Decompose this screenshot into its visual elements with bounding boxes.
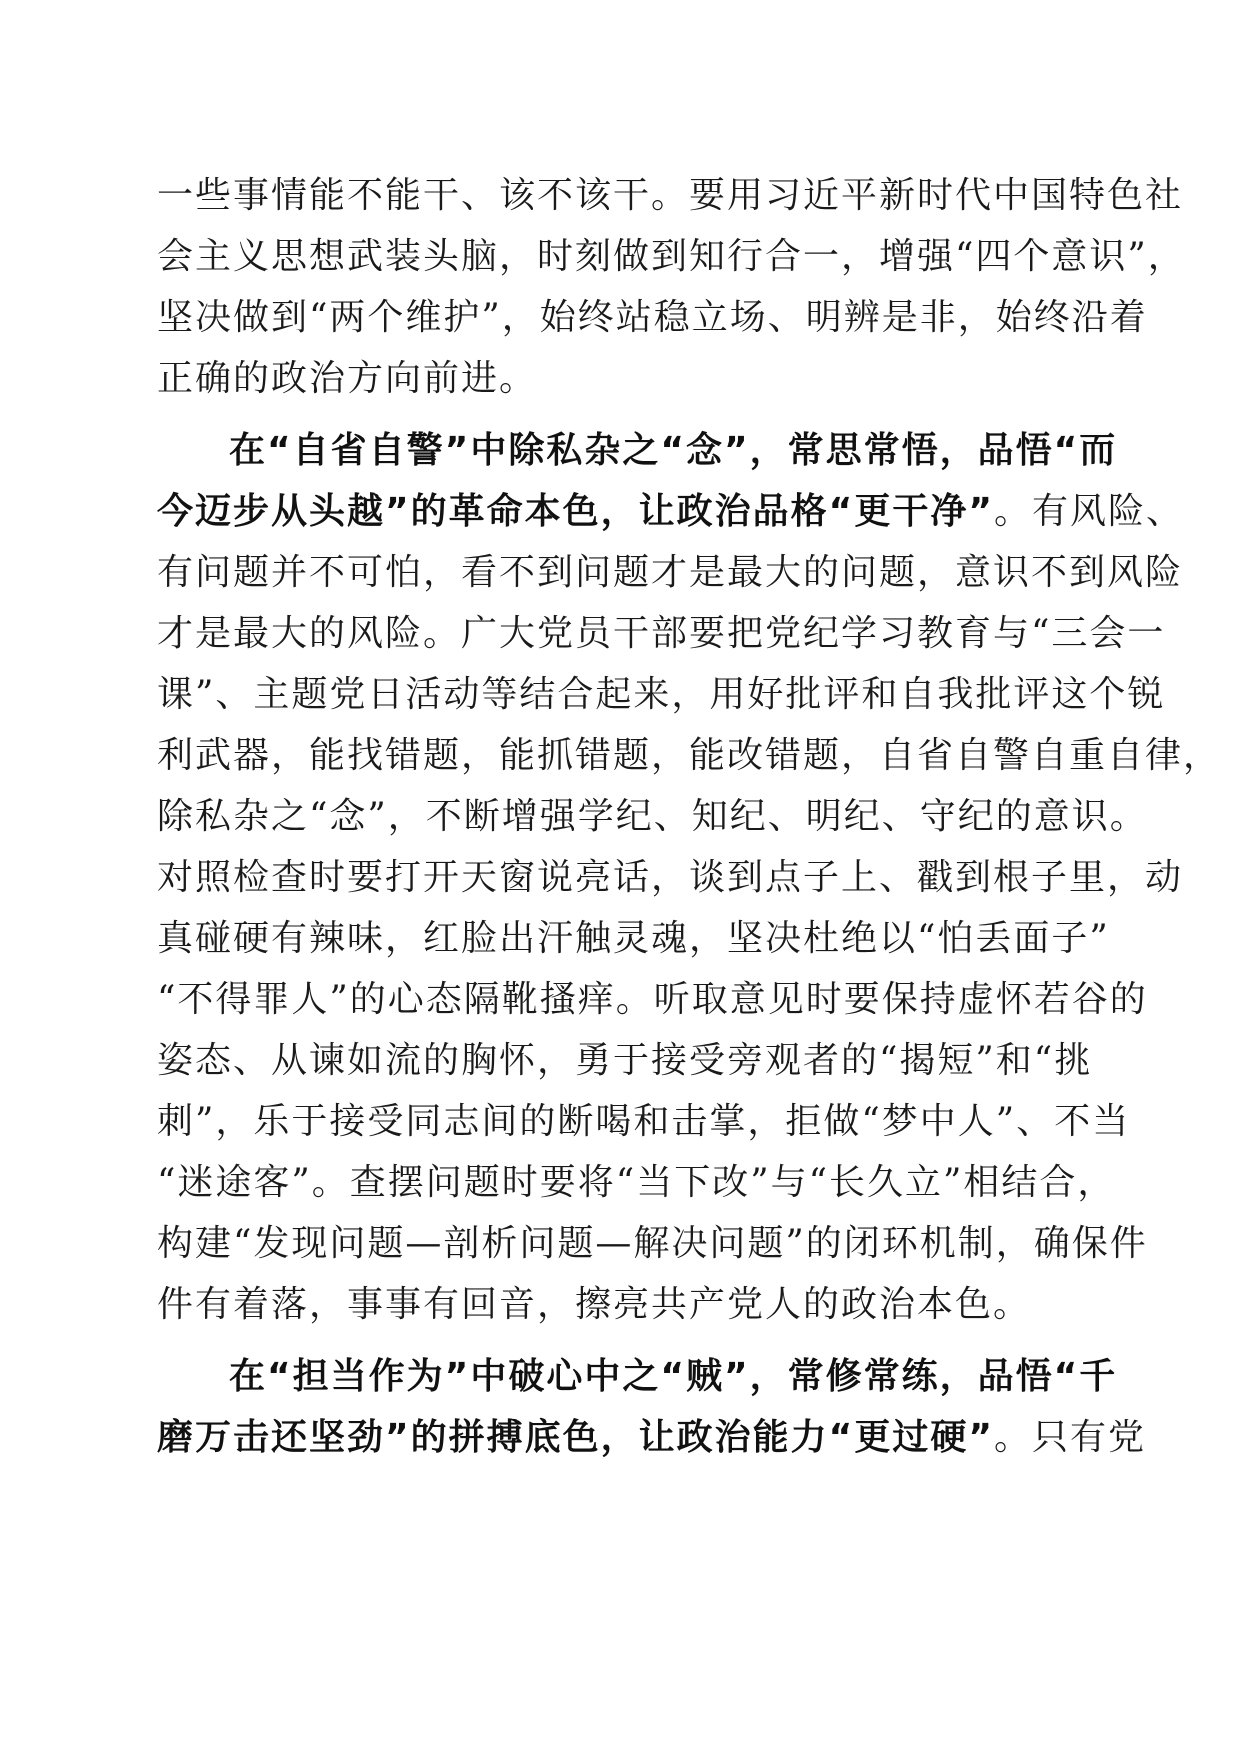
body-text-line: 真碰硬有辣味，红脸出汗触灵魂，坚决杜绝以“怕丢面子”	[157, 918, 1110, 959]
body-text-line: 有问题并不可怕，看不到问题才是最大的问题，意识不到风险	[157, 552, 1184, 593]
body-text-line: 课”、主题党日活动等结合起来，用好批评和自我批评这个锐	[157, 674, 1166, 715]
section-heading-line: 在“自省自警”中除私杂之“念”，常思常悟，品悟“而	[229, 430, 1118, 471]
mixed-heading-line	[157, 490, 1184, 534]
body-text-line: 构建“发现问题—剖析问题—解决问题”的闭环机制，确保件	[157, 1223, 1148, 1264]
body-text-continuation: 。只有党	[993, 1417, 1146, 1458]
body-text-line: “迷途客”。查摆问题时要将“当下改”与“长久立”相结合，	[157, 1162, 1116, 1203]
body-text-line: “不得罪人”的心态隔靴搔痒。听取意见时要保持虚怀若谷的	[157, 979, 1148, 1020]
body-text-line: 姿态、从谏如流的胸怀，勇于接受旁观者的“揭短”和“挑	[157, 1040, 1093, 1081]
body-text-line: 一些事情能不能干、该不该干。要用习近平新时代中国特色社	[157, 175, 1184, 216]
body-text-line: 利武器，能找错题，能抓错题，能改错题，自省自警自重自律，	[157, 735, 1222, 776]
body-text-line: 才是最大的风险。广大党员干部要把党纪学习教育与“三会一	[157, 613, 1166, 654]
mixed-heading-line	[157, 1416, 1146, 1460]
body-text-line: 刺”，乐于接受同志间的断喝和击掌，拒做“梦中人”、不当	[157, 1101, 1131, 1142]
heading-continuation: 磨万击还坚劲”的拼搏底色，让政治能力“更过硬”	[157, 1417, 994, 1458]
body-text-continuation: 。有风险、	[993, 491, 1184, 532]
body-text-line: 正确的政治方向前进。	[157, 358, 538, 399]
body-text-line: 对照检查时要打开天窗说亮话，谈到点子上、戳到根子里，动	[157, 857, 1184, 898]
body-text-line: 会主义思想武装头脑，时刻做到知行合一，增强“四个意识”，	[157, 236, 1186, 277]
section-heading-line: 在“担当作为”中破心中之“贼”，常修常练，品悟“千	[229, 1356, 1118, 1397]
body-text-line: 除私杂之“念”，不断增强学纪、知纪、明纪、守纪的意识。	[157, 796, 1148, 837]
body-text-line: 坚决做到“两个维护”，始终站稳立场、明辨是非，始终沿着	[157, 297, 1148, 338]
heading-continuation: 今迈步从头越”的革命本色，让政治品格“更干净”	[157, 491, 994, 532]
body-text-line: 件有着落，事事有回音，擦亮共产党人的政治本色。	[157, 1284, 1032, 1325]
